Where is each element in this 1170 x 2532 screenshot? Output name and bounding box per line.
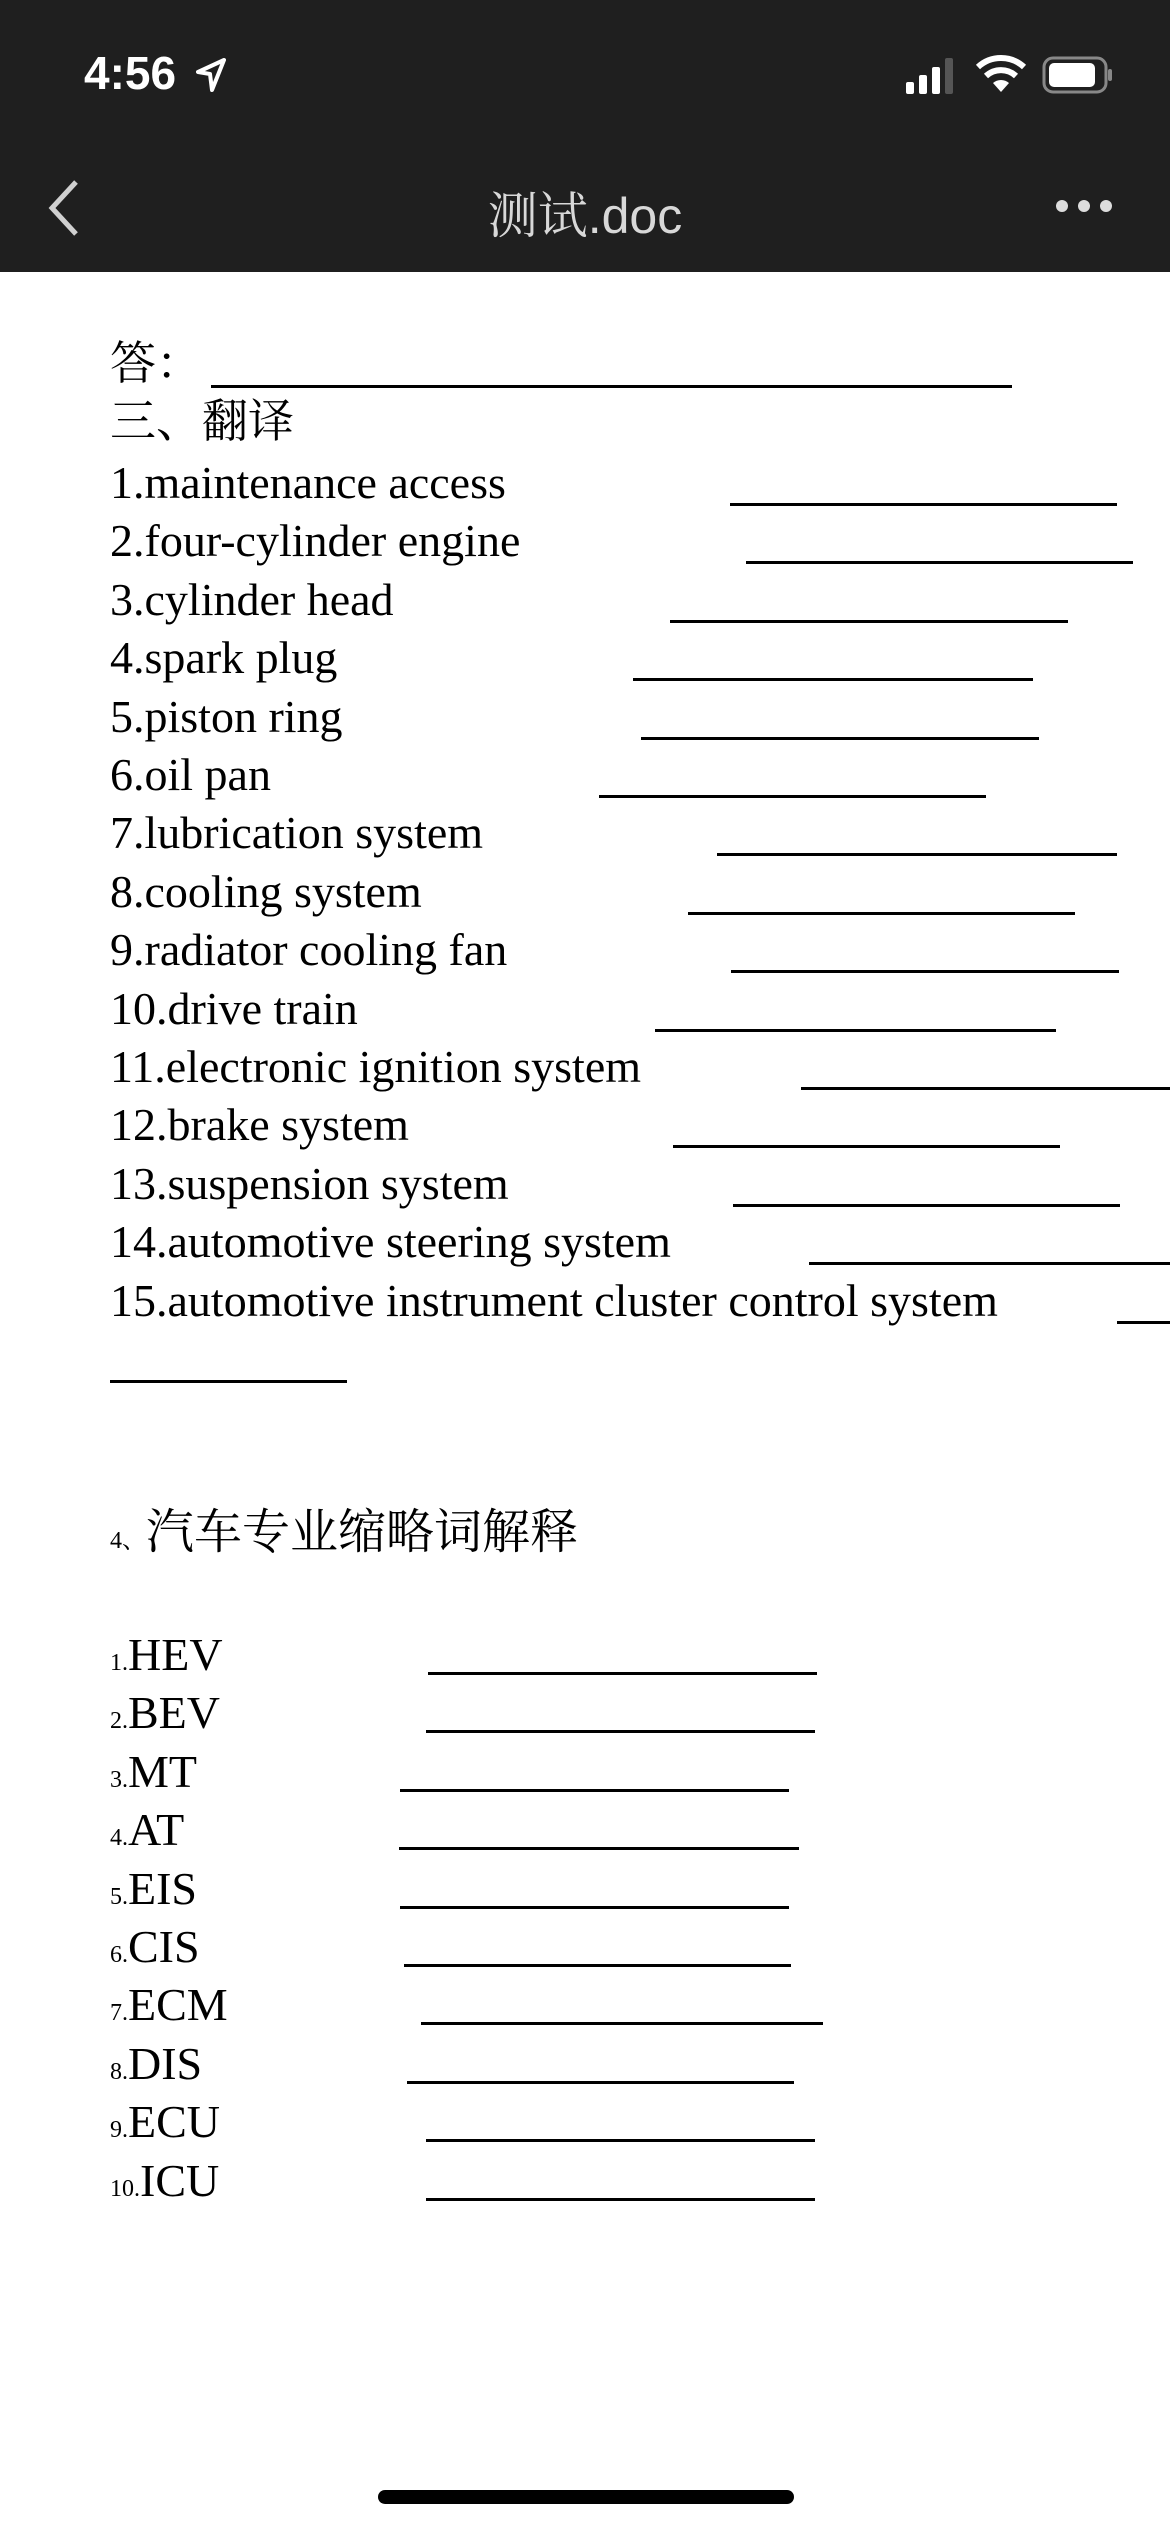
abbreviation-item <box>110 2154 220 2206</box>
answer-label: 答： <box>110 336 202 390</box>
abbreviation-term: BEV <box>128 1687 220 1739</box>
translation-blank <box>733 1204 1120 1207</box>
translation-blank <box>1117 1321 1170 1324</box>
section4-title: 汽车专业缩略词解释 <box>146 1504 579 1560</box>
translation-item: 5.piston ring <box>110 690 343 742</box>
translation-item: 3.cylinder head <box>110 573 394 625</box>
top-bar <box>0 0 1170 272</box>
translation-blank <box>809 1262 1170 1265</box>
abbreviation-number: 8. <box>110 2058 128 2085</box>
abbreviation-term: ICU <box>140 2154 220 2206</box>
translation-blank <box>670 620 1069 623</box>
answer-blank <box>211 385 1012 388</box>
cellular-signal-icon <box>906 58 960 94</box>
translation-blank <box>746 561 1133 564</box>
translation-item: 7.lubrication system <box>110 807 484 859</box>
more-options-icon[interactable] <box>1054 196 1114 216</box>
abbreviation-term: HEV <box>128 1629 223 1680</box>
abbreviation-number: 7. <box>110 2000 128 2027</box>
translation-blank <box>730 503 1117 506</box>
abbreviation-blank <box>421 2022 823 2025</box>
abbreviation-blank <box>400 1906 789 1909</box>
location-arrow-icon <box>196 58 226 92</box>
abbreviation-number: 6. <box>110 1942 128 1968</box>
abbreviation-number: 2. <box>110 1708 128 1735</box>
section3-heading: 三、翻译 <box>110 394 294 448</box>
abbreviation-term: DIS <box>128 2037 203 2089</box>
translation-item: 13.suspension system <box>110 1157 509 1209</box>
translation-blank <box>641 737 1040 740</box>
translation-item: 1.maintenance access <box>110 457 506 508</box>
abbreviation-item <box>110 1745 197 1797</box>
translation-item: 2.four-cylinder engine <box>110 515 521 567</box>
abbreviation-item <box>110 2096 220 2148</box>
status-time: 4:56 <box>84 47 177 99</box>
battery-icon <box>1042 56 1114 94</box>
abbreviation-blank <box>426 2139 815 2142</box>
abbreviation-blank <box>426 1730 815 1733</box>
translation-blank <box>717 853 1117 856</box>
home-indicator[interactable] <box>378 2490 794 2504</box>
section4-heading <box>110 1504 579 1560</box>
translation-item: 11.electronic ignition system <box>110 1041 642 1092</box>
translation-blank <box>633 678 1033 681</box>
translation-blank <box>688 912 1075 915</box>
abbreviation-blank <box>407 2081 794 2084</box>
abbreviation-item <box>110 1921 200 1972</box>
abbreviation-term: CIS <box>128 1921 200 1972</box>
abbreviation-item <box>110 1687 220 1739</box>
answer-blank-continued <box>110 1380 347 1383</box>
abbreviation-term: EIS <box>128 1862 197 1914</box>
translation-item: 6.oil pan <box>110 749 271 800</box>
abbreviation-term: MT <box>128 1745 197 1797</box>
abbreviation-number: 9. <box>110 2117 128 2144</box>
translation-blank <box>731 970 1118 973</box>
translation-item: 12.brake system <box>110 1099 409 1151</box>
abbreviation-blank <box>426 2198 815 2201</box>
translation-blank <box>673 1145 1060 1148</box>
translation-item: 14.automotive steering system <box>110 1216 671 1268</box>
translation-blank <box>599 795 986 798</box>
abbreviation-blank <box>399 1847 799 1850</box>
document-title: 测试.doc <box>487 188 683 244</box>
abbreviation-number: 4. <box>110 1825 128 1852</box>
abbreviation-number: 5. <box>110 1883 128 1910</box>
abbreviation-item <box>110 1629 223 1680</box>
wifi-icon <box>976 54 1026 94</box>
translation-item: 10.drive train <box>110 982 358 1034</box>
abbreviation-number: 10. <box>110 2175 140 2202</box>
translation-item: 9.radiator cooling fan <box>110 924 508 976</box>
abbreviation-item <box>110 1862 197 1914</box>
abbreviation-term: AT <box>128 1804 185 1856</box>
translation-blank <box>801 1087 1170 1090</box>
translation-item: 4.spark plug <box>110 632 338 684</box>
abbreviation-term: ECM <box>128 1979 228 2031</box>
translation-blank <box>655 1029 1055 1032</box>
translation-item: 8.cooling system <box>110 865 422 917</box>
abbreviation-blank <box>404 1964 791 1967</box>
section4-number: 4、 <box>110 1528 146 1554</box>
translation-item: 15.automotive instrument cluster control system <box>110 1274 998 1326</box>
abbreviation-number: 1. <box>110 1650 128 1676</box>
abbreviation-item <box>110 1804 185 1856</box>
abbreviation-blank <box>400 1789 789 1792</box>
abbreviation-item <box>110 1979 228 2031</box>
abbreviation-blank <box>428 1672 817 1675</box>
abbreviation-term: ECU <box>128 2096 220 2148</box>
abbreviation-item <box>110 2037 203 2089</box>
abbreviation-number: 3. <box>110 1766 128 1793</box>
